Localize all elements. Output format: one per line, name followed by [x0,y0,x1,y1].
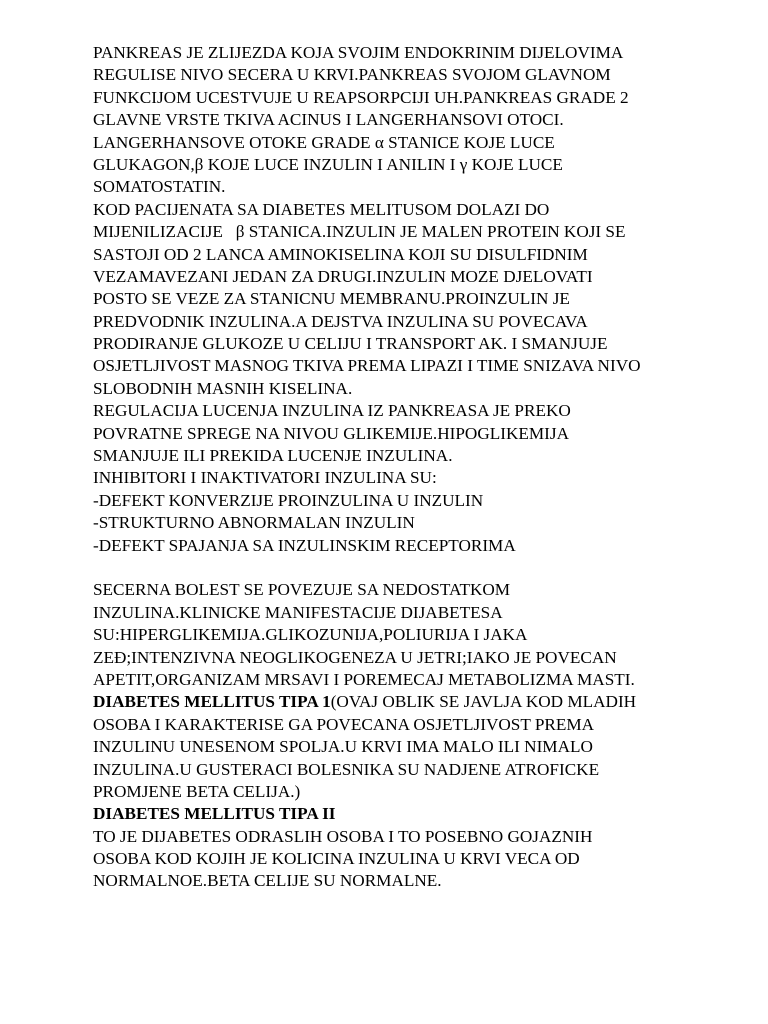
tip1-first-line [93,691,693,713]
text-line: SU:HIPERGLIKEMIJA.GLIKOZUNIJA,POLIURIJA I JAKA [93,625,528,645]
section-diabetes [93,579,693,892]
text-line: INZULINU UNESENOM SPOLJA.U KRVI IMA MALO ILI NIMALO [93,737,593,757]
text-line: OSOBA KOD KOJIH JE KOLICINA INZULINA U KRVI VECA OD [93,849,580,869]
text-line: SOMATOSTATIN. [93,177,226,197]
text-line: POSTO SE VEZE ZA STANICNU MEMBRANU.PROINZULIN JE [93,289,570,309]
text-line: INZULINA.U GUSTERACI BOLESNIKA SU NADJENE ATROFICKE [93,759,600,779]
text-line: LANGERHANSOVE OTOKE GRADE α STANICE KOJE LUCE [93,132,555,152]
text-line: REGULISE NIVO SECERA U KRVI.PANKREAS SVOJOM GLAVNOM [93,65,611,85]
text-line: PREDVODNIK INZULINA.A DEJSTVA INZULINA SU POVECAVA [93,311,588,331]
text-line: VEZAMAVEZANI JEDAN ZA DRUGI.INZULIN MOZE DJELOVATI [93,266,593,286]
text-line: MIJENILIZACIJE β STANICA.INZULIN JE MALEN PROTEIN KOJI SE [93,222,626,242]
text-line: GLUKAGON,β KOJE LUCE INZULIN I ANILIN I γ KOJE LUCE [93,154,563,174]
text-line: ZEĐ;INTENZIVNA NEOGLIKOGENEZA U JETRI;IAKO JE POVECAN [93,647,617,667]
section-pancreas [93,42,693,557]
text-line: OSOBA I KARAKTERISE GA POVECANA OSJETLJIVOST PREMA [93,714,595,734]
text-line: INZULINA.KLINICKE MANIFESTACIJE DIJABETESA [93,602,503,622]
text-line: PROMJENE BETA CELIJA.) [93,781,301,801]
text-line: REGULACIJA LUCENJA INZULINA IZ PANKREASA JE PREKO [93,401,571,421]
text-line: OSJETLJIVOST MASNOG TKIVA PREMA LIPAZI I TIME SNIZAVA NIVO [93,356,641,376]
text-line: SASTOJI OD 2 LANCA AMINOKISELINA KOJI SU DISULFIDNIM [93,244,588,264]
text-line: POVRATNE SPREGE NA NIVOU GLIKEMIJE.HIPOGLIKEMIJA [93,423,569,443]
text-line: GLAVNE VRSTE TKIVA ACINUS I LANGERHANSOVI OTOCI. [93,110,564,130]
text-line: SECERNA BOLEST SE POVEZUJE SA NEDOSTATKOM [93,580,511,600]
tip2-heading: DIABETES MELLITUS TIPA II [93,804,336,824]
text-line: NORMALNOE.BETA CELIJE SU NORMALNE. [93,871,442,891]
list-item: -DEFEKT SPAJANJA SA INZULINSKIM RECEPTORIMA [93,535,516,555]
text-line: SLOBODNIH MASNIH KISELINA. [93,378,353,398]
list-item: -DEFEKT KONVERZIJE PROINZULINA U INZULIN [93,490,484,510]
text-line: PRODIRANJE GLUKOZE U CELIJU I TRANSPORT AK. I SMANJUJE [93,334,608,354]
tip1-text: (OVAJ OBLIK SE JAVLJA KOD MLADIH [330,692,637,712]
tip1-heading: DIABETES MELLITUS TIPA 1 [93,692,331,712]
list-item: -STRUKTURNO ABNORMALAN INZULIN [93,513,415,533]
text-line: FUNKCIJOM UCESTVUJE U REAPSORPCIJI UH.PANKREAS GRADE 2 [93,87,629,107]
text-line: APETIT,ORGANIZAM MRSAVI I POREMECAJ METABOLIZMA MASTI. [93,669,635,689]
paragraph-gap [93,557,693,579]
text-line: SMANJUJE ILI PREKIDA LUCENJE INZULINA. [93,446,453,466]
text-line: TO JE DIJABETES ODRASLIH OSOBA I TO POSEBNO GOJAZNIH [93,826,593,846]
text-line: KOD PACIJENATA SA DIABETES MELITUSOM DOLAZI DO [93,199,550,219]
text-line: INHIBITORI I INAKTIVATORI INZULINA SU: [93,468,437,488]
document-page [93,42,693,893]
text-line: PANKREAS JE ZLIJEZDA KOJA SVOJIM ENDOKRINIM DIJELOVIMA [93,43,624,62]
